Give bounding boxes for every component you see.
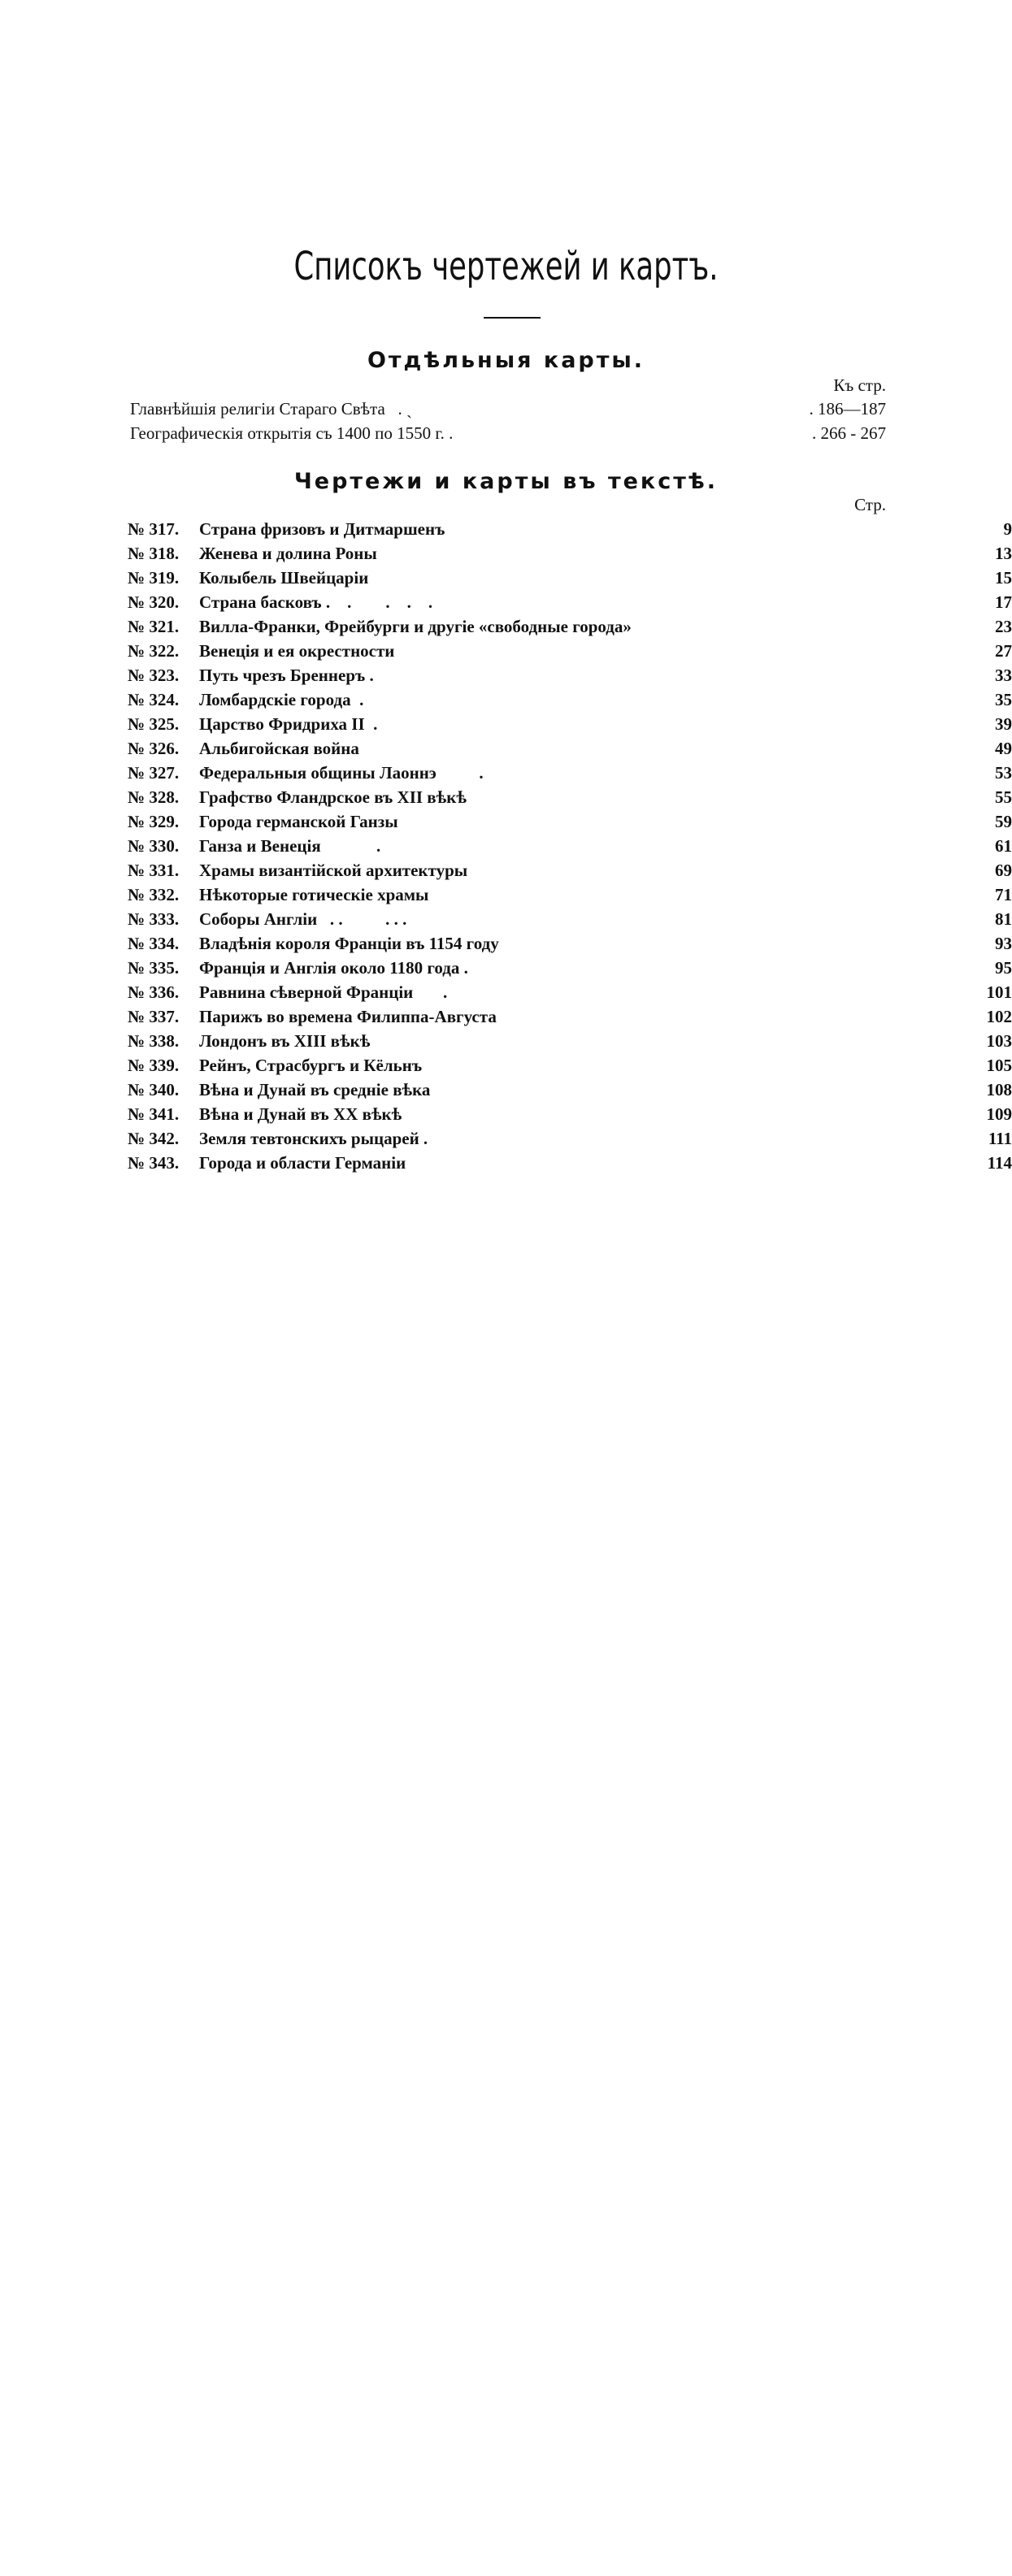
entry-title: Соборы Англіи . . . . . <box>199 909 407 929</box>
separate-maps-column-header: Къ стр. <box>833 375 886 395</box>
figure-entry <box>126 736 1012 761</box>
entry-pages: . 266 - 267 <box>812 423 886 443</box>
figure-entry <box>126 639 1012 663</box>
entry-title: Альбигойская война <box>199 739 359 758</box>
figure-entry <box>126 566 1012 590</box>
entry-number: № 319. <box>128 568 180 588</box>
separate-map-entry <box>126 421 886 445</box>
entry-page: 69 <box>995 861 1012 880</box>
entry-number: № 340. <box>128 1080 180 1099</box>
entry-number: № 337. <box>128 1007 180 1026</box>
entry-number: № 342. <box>128 1129 180 1148</box>
entry-number: № 332. <box>128 885 180 904</box>
entry-title: Парижъ во времена Филиппа-Августа <box>199 1007 497 1026</box>
entry-pages: . 186—187 <box>809 399 886 418</box>
separate-map-entry <box>126 397 886 421</box>
entry-title: Равнина сѣверной Франціи . <box>199 982 448 1002</box>
figure-entry <box>126 931 1012 956</box>
figure-entry <box>126 980 1012 1004</box>
entry-page: 71 <box>995 885 1012 904</box>
entry-number: № 320. <box>128 592 180 612</box>
entry-page: 101 <box>986 982 1012 1002</box>
figure-entry <box>126 663 1012 687</box>
entry-page: 23 <box>995 617 1012 636</box>
entry-title: Венеція и ея окрестности <box>199 641 395 661</box>
entry-title: Франція и Англія около 1180 года . <box>199 958 468 978</box>
figure-entry <box>126 1053 1012 1078</box>
entry-page: 81 <box>995 909 1012 929</box>
title-rule <box>484 317 541 319</box>
entry-title: Ганза и Венеція . <box>199 836 381 856</box>
figure-entry <box>126 590 1012 614</box>
entry-number: № 324. <box>128 690 180 709</box>
entry-title: Города германской Ганзы <box>199 812 398 831</box>
figure-entry <box>126 1102 1012 1126</box>
entry-page: 103 <box>986 1031 1012 1051</box>
entry-number: № 318. <box>128 544 180 563</box>
entry-number: № 326. <box>128 739 180 758</box>
entry-page: 111 <box>988 1129 1012 1148</box>
entry-number: № 335. <box>128 958 180 978</box>
entry-page: 105 <box>986 1056 1012 1075</box>
entry-page: 13 <box>995 544 1012 563</box>
entry-page: 55 <box>995 787 1012 807</box>
entry-title: Географическія открытія съ 1400 по 1550 г. . <box>130 423 454 443</box>
entry-number: № 338. <box>128 1031 180 1051</box>
text-figures-heading: Чертежи и карты въ текстѣ. <box>293 469 719 494</box>
entry-number: № 321. <box>128 617 180 636</box>
entry-number: № 341. <box>128 1104 180 1124</box>
entry-title: Путь чрезъ Бреннеръ . <box>199 666 374 685</box>
entry-title: Рейнъ, Страсбургъ и Кёльнъ <box>199 1056 423 1075</box>
entry-page: 93 <box>995 934 1012 953</box>
figure-entry <box>126 761 1012 785</box>
entry-number: № 330. <box>128 836 180 856</box>
figure-entry <box>126 687 1012 712</box>
separate-maps-heading: Отдѣльныя карты. <box>367 348 645 373</box>
entry-title: Женева и долина Роны <box>199 544 377 563</box>
entry-page: 35 <box>995 690 1012 709</box>
entry-number: № 339. <box>128 1056 180 1075</box>
entry-title: Страна фризовъ и Дитмаршенъ <box>199 519 445 539</box>
entry-title: Главнѣйшія религіи Стараго Свѣта . ˎ <box>130 399 413 418</box>
entry-title: Вилла-Франки, Фрейбурги и другіе «свободные города» <box>199 617 632 636</box>
entry-number: № 334. <box>128 934 180 953</box>
entry-page: 49 <box>995 739 1012 758</box>
figure-entry <box>126 1126 1012 1151</box>
figure-entry <box>126 956 1012 980</box>
entry-page: 27 <box>995 641 1012 661</box>
entry-title: Вѣна и Дунай въ XX вѣкѣ <box>199 1104 402 1124</box>
entry-number: № 343. <box>128 1153 180 1173</box>
entry-title: Федеральныя общины Лаоннэ . <box>199 763 484 783</box>
entry-title: Колыбель Швейцаріи <box>199 568 369 588</box>
entry-number: № 328. <box>128 787 180 807</box>
figure-entry <box>126 785 1012 809</box>
entry-page: 95 <box>995 958 1012 978</box>
entry-number: № 323. <box>128 666 180 685</box>
entry-number: № 331. <box>128 861 180 880</box>
entry-page: 102 <box>986 1007 1012 1026</box>
entry-page: 9 <box>1003 519 1012 539</box>
entry-number: № 325. <box>128 714 180 734</box>
entry-number: № 329. <box>128 812 180 831</box>
entry-page: 15 <box>995 568 1012 588</box>
entry-page: 17 <box>995 592 1012 612</box>
entry-page: 114 <box>987 1153 1012 1173</box>
figure-entry <box>126 834 1012 858</box>
entry-title: Храмы византійской архитектуры <box>199 861 468 880</box>
figure-entry <box>126 517 1012 541</box>
entry-title: Нѣкоторые готическіе храмы <box>199 885 429 904</box>
page <box>126 0 1012 1425</box>
figure-entry <box>126 883 1012 907</box>
page-title: Списокъ чертежей и картъ. <box>293 244 719 289</box>
figure-entry <box>126 541 1012 566</box>
entry-page: 33 <box>995 666 1012 685</box>
figure-entry <box>126 1004 1012 1029</box>
entry-title: Лондонъ въ XIII вѣкѣ <box>199 1031 371 1051</box>
entry-page: 53 <box>995 763 1012 783</box>
entry-number: № 336. <box>128 982 180 1002</box>
figure-entry <box>126 1029 1012 1053</box>
entry-page: 39 <box>995 714 1012 734</box>
entry-page: 108 <box>986 1080 1012 1099</box>
entry-title: Страна басковъ . . . . . <box>199 592 433 612</box>
entry-title: Вѣна и Дунай въ средніе вѣка <box>199 1080 431 1099</box>
text-figures-column-header: Стр. <box>854 495 886 514</box>
entry-page: 59 <box>995 812 1012 831</box>
entry-title: Царство Фридриха II . <box>199 714 378 734</box>
entry-title: Земля тевтонскихъ рыцарей . <box>199 1129 428 1148</box>
entry-title: Графство Фландрское въ XII вѣкѣ <box>199 787 467 807</box>
entry-page: 61 <box>995 836 1012 856</box>
entry-number: № 317. <box>128 519 180 539</box>
entry-number: № 322. <box>128 641 180 661</box>
figure-entry <box>126 614 1012 639</box>
figure-entry <box>126 858 1012 883</box>
entry-number: № 333. <box>128 909 180 929</box>
entry-title: Владѣнія короля Франціи въ 1154 году <box>199 934 499 953</box>
figure-entry <box>126 1078 1012 1102</box>
text-figures-list <box>126 517 1012 1175</box>
figure-entry <box>126 809 1012 834</box>
separate-maps-list <box>126 397 886 445</box>
figure-entry <box>126 1151 1012 1175</box>
figure-entry <box>126 712 1012 736</box>
figure-entry <box>126 907 1012 931</box>
entry-page: 109 <box>986 1104 1012 1124</box>
entry-title: Города и области Германіи <box>199 1153 406 1173</box>
entry-number: № 327. <box>128 763 180 783</box>
entry-title: Ломбардскіе города . <box>199 690 364 709</box>
